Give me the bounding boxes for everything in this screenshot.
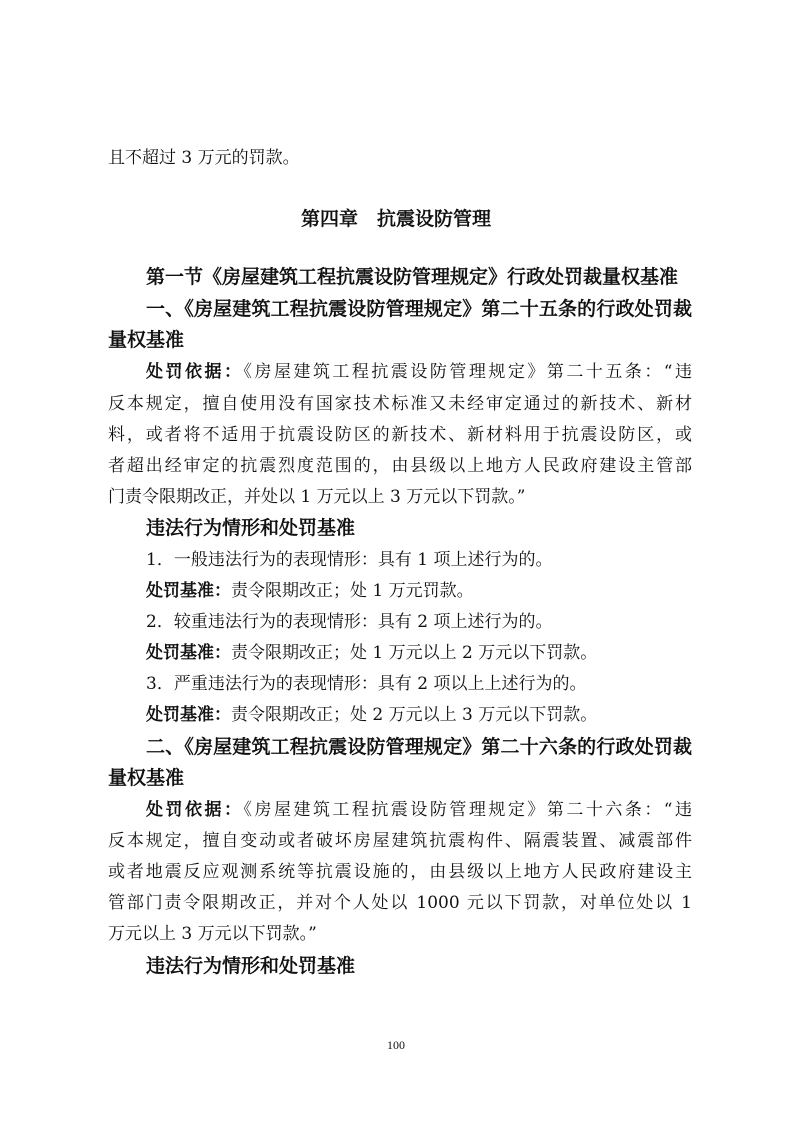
item2-basis-line4: 管部门责令限期改正，并对个人处以 1000 元以下罚款，对单位处以 1 (108, 893, 692, 913)
item1-basis-line4: 者超出经审定的抗震烈度范围的，由县级以上地方人民政府建设主管部 (108, 456, 692, 476)
item2-basis-line3: 或者地震反应观测系统等抗震设施的，由县级以上地方人民政府建设主 (108, 862, 692, 882)
item1-basis-line3: 料，或者将不适用于抗震设防区的新技术、新材料用于抗震设防区，或 (108, 425, 692, 445)
item2-heading-line1: 二、《房屋建筑工程抗震设防管理规定》第二十六条的行政处罚裁 (146, 736, 692, 758)
intro-line: 且不超过 3 万元的罚款。 (108, 148, 300, 168)
item1-level1-std-text: 责令限期改正；处 1 万元罚款。 (231, 581, 474, 601)
item1-level3-std-label: 处罚基准： (146, 705, 231, 725)
chapter-title: 第四章 抗震设防管理 (300, 208, 491, 230)
item1-level2-case: 2．较重违法行为的表现情形：具有 2 项上述行为的。 (146, 612, 553, 632)
item1-level2-std-label: 处罚基准： (146, 643, 231, 663)
item1-level1-std-label: 处罚基准： (146, 581, 231, 601)
item1-level1-standard (146, 576, 692, 606)
item1-heading-line2: 量权基准 (108, 329, 185, 351)
item1-basis-text1: 《房屋建筑工程抗震设防管理规定》第二十五条：“违 (243, 362, 692, 382)
item1-level1-case: 1．一般违法行为的表现情形：具有 1 项上述行为的。 (146, 550, 553, 570)
item2-basis-line2: 反本规定，擅自变动或者破坏房屋建筑抗震构件、隔震装置、减震部件 (108, 831, 692, 851)
item2-basis-line1 (146, 795, 692, 825)
item2-subheading: 违法行为情形和处罚基准 (146, 955, 356, 977)
item1-level3-standard (146, 700, 692, 730)
item1-level2-std-text: 责令限期改正；处 1 万元以上 2 万元以下罚款。 (231, 643, 598, 663)
item1-basis-label: 处罚依据： (146, 362, 244, 382)
page-number: 100 (387, 1038, 405, 1052)
item2-basis-text1: 《房屋建筑工程抗震设防管理规定》第二十六条：“违 (243, 800, 692, 820)
item1-basis-line1 (146, 357, 692, 387)
item1-basis-line5: 门责令限期改正，并处以 1 万元以上 3 万元以下罚款。” (108, 487, 526, 507)
item1-level3-case: 3．严重违法行为的表现情形：具有 2 项以上上述行为的。 (146, 674, 587, 694)
item1-basis-line2: 反本规定，擅自使用没有国家技术标准又未经审定通过的新技术、新材 (108, 394, 692, 414)
item1-subheading: 违法行为情形和处罚基准 (146, 517, 356, 539)
item1-heading-line1: 一、《房屋建筑工程抗震设防管理规定》第二十五条的行政处罚裁 (146, 298, 692, 320)
item2-basis-label: 处罚依据： (146, 800, 244, 820)
item2-heading-line2: 量权基准 (108, 767, 185, 789)
item1-level2-standard (146, 638, 692, 668)
item2-basis-line5: 万元以上 3 万元以下罚款。” (108, 924, 317, 944)
item1-level3-std-text: 责令限期改正；处 2 万元以上 3 万元以下罚款。 (231, 705, 598, 725)
section-title: 第一节《房屋建筑工程抗震设防管理规定》行政处罚裁量权基准 (146, 266, 679, 288)
